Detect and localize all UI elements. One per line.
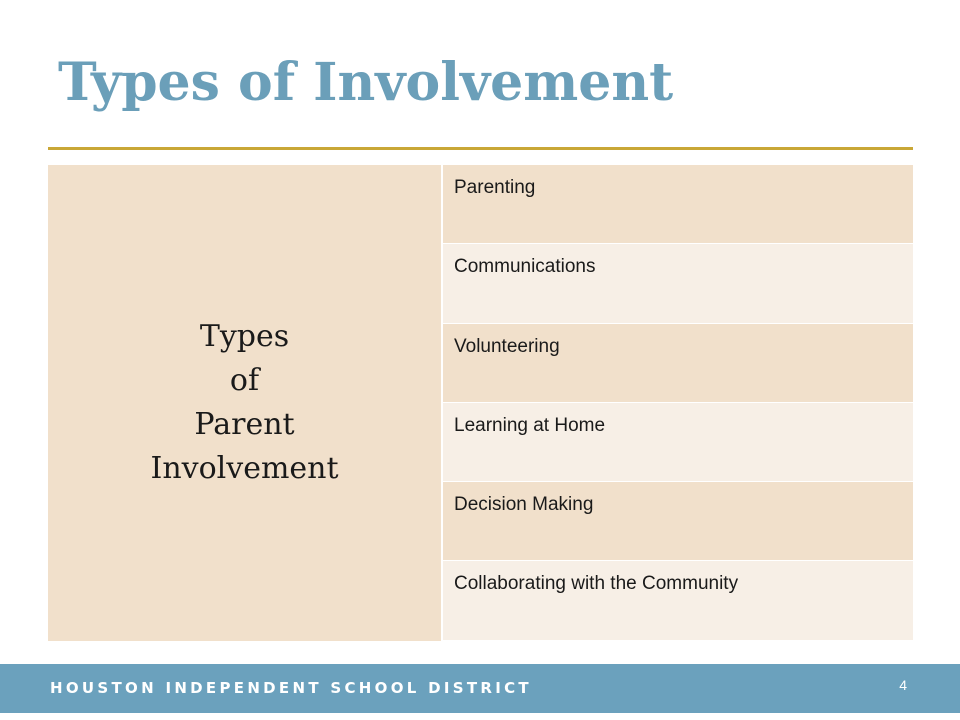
header-line: Parent bbox=[194, 407, 295, 442]
footer-bar bbox=[0, 664, 960, 713]
header-line: Involvement bbox=[150, 451, 339, 486]
footer-organization: HOUSTON INDEPENDENT SCHOOL DISTRICT bbox=[50, 679, 532, 697]
table-row-communications: Communications bbox=[443, 244, 913, 323]
table-header-cell bbox=[48, 165, 443, 641]
involvement-types-list bbox=[443, 165, 913, 641]
table-row-parenting: Parenting bbox=[443, 165, 913, 244]
table-row-collaborating: Collaborating with the Community bbox=[443, 561, 913, 640]
slide-title: Types of Involvement bbox=[58, 52, 674, 113]
title-divider bbox=[48, 147, 913, 150]
table-row-volunteering: Volunteering bbox=[443, 324, 913, 403]
table-row-learning-at-home: Learning at Home bbox=[443, 403, 913, 482]
header-line: Types bbox=[199, 319, 290, 354]
table-row-decision-making: Decision Making bbox=[443, 482, 913, 561]
involvement-table bbox=[48, 165, 913, 641]
table-header-label bbox=[95, 315, 395, 491]
header-line: of bbox=[229, 363, 260, 398]
page-number: 4 bbox=[899, 677, 907, 693]
